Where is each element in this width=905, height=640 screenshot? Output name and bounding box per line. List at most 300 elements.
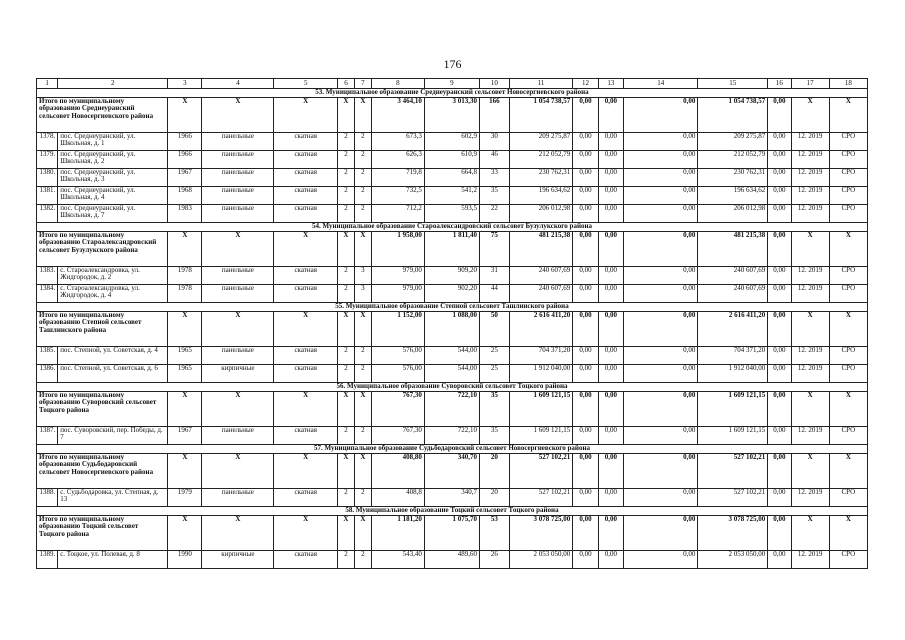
total-cell-c10: 50 [479, 312, 509, 347]
total-area: 979,00 [371, 267, 424, 285]
column-number-header: 4 [202, 79, 274, 89]
total-cell-c7: X [354, 312, 371, 347]
fund-cell: 0,00 [598, 169, 623, 187]
year-built: 1965 [168, 347, 202, 365]
repair-date: 12. 2019 [791, 187, 829, 205]
repair-method: СРО [829, 285, 867, 303]
fund-cell: 0,00 [598, 427, 623, 445]
fund-cell: 0,00 [624, 347, 698, 365]
roof-type: скатная [274, 133, 338, 151]
table-row [37, 285, 868, 303]
total-cell-c12: 0,00 [573, 516, 598, 551]
section-total-row [37, 516, 868, 551]
total-cell-c6: X [337, 454, 354, 489]
table-row [37, 169, 868, 187]
total-cell-c13: 0,00 [598, 516, 623, 551]
total-cell-c14: 0,00 [624, 454, 698, 489]
total-cell-c8: 767,30 [371, 392, 424, 427]
entrances: 2 [354, 489, 371, 507]
total-cell-c17: X [791, 312, 829, 347]
repair-method: СРО [829, 267, 867, 285]
total-cell-c5: X [274, 454, 338, 489]
row-number: 1387. [37, 427, 58, 445]
column-number-header: 6 [337, 79, 354, 89]
section-title-row [37, 445, 868, 454]
total-cell-c16: 0,00 [768, 232, 791, 267]
column-number-header: 17 [791, 79, 829, 89]
owners-cost: 527 102,21 [698, 489, 768, 507]
section-title-row [37, 223, 868, 232]
year-built: 1968 [168, 187, 202, 205]
living-area: 489,60 [424, 551, 479, 569]
total-cell-c11: 2 616 411,20 [509, 312, 573, 347]
total-cell-c16: 0,00 [768, 516, 791, 551]
total-cell-c15: 1 054 738,57 [698, 98, 768, 133]
fund-cell: 0,00 [573, 285, 598, 303]
living-area: 902,20 [424, 285, 479, 303]
total-cell-c9: 3 013,30 [424, 98, 479, 133]
fund-cell: 0,00 [598, 267, 623, 285]
repair-cost: 2 053 050,00 [509, 551, 573, 569]
total-cell-c14: 0,00 [624, 98, 698, 133]
floors: 2 [337, 489, 354, 507]
total-label: Итого по муниципальному образованию Староалександровский сельсовет Бузулукского района [37, 232, 168, 267]
column-number-header: 12 [573, 79, 598, 89]
total-cell-c17: X [791, 392, 829, 427]
fund-cell: 0,00 [573, 205, 598, 223]
total-cell-c7: X [354, 516, 371, 551]
total-cell-c17: X [791, 454, 829, 489]
floors: 2 [337, 347, 354, 365]
section-total-row [37, 232, 868, 267]
fund-cell: 0,00 [768, 151, 791, 169]
repair-method: СРО [829, 133, 867, 151]
total-area: 732,5 [371, 187, 424, 205]
repair-cost: 704 371,20 [509, 347, 573, 365]
total-area: 767,30 [371, 427, 424, 445]
wall-material: панельные [202, 169, 274, 187]
entrances: 3 [354, 285, 371, 303]
address: пос. Среднеуранский, ул. Школьная, д. 3 [58, 169, 168, 187]
residents: 30 [479, 133, 509, 151]
repair-method: СРО [829, 169, 867, 187]
repair-date: 12. 2019 [791, 489, 829, 507]
section-title-row [37, 89, 868, 98]
roof-type: скатная [274, 187, 338, 205]
wall-material: панельные [202, 347, 274, 365]
roof-type: скатная [274, 347, 338, 365]
owners-cost: 230 762,31 [698, 169, 768, 187]
total-cell-c8: 1 181,20 [371, 516, 424, 551]
repair-cost: 1 609 121,15 [509, 427, 573, 445]
roof-type: скатная [274, 169, 338, 187]
table-row [37, 187, 868, 205]
total-cell-c4: X [202, 516, 274, 551]
total-cell-c10: 75 [479, 232, 509, 267]
section-title: 57. Муниципальное образование Судьбодаровский сельсовет Новосергиевского района [37, 445, 868, 454]
residents: 44 [479, 285, 509, 303]
year-built: 1967 [168, 169, 202, 187]
total-cell-c6: X [337, 98, 354, 133]
column-number-header: 16 [768, 79, 791, 89]
row-number: 1389. [37, 551, 58, 569]
repair-date: 12. 2019 [791, 133, 829, 151]
owners-cost: 1 912 040,00 [698, 365, 768, 383]
total-cell-c9: 1 075,70 [424, 516, 479, 551]
table-row [37, 551, 868, 569]
total-cell-c3: X [168, 98, 202, 133]
total-cell-c3: X [168, 454, 202, 489]
total-cell-c11: 1 054 738,57 [509, 98, 573, 133]
repair-date: 12. 2019 [791, 169, 829, 187]
row-number: 1382. [37, 205, 58, 223]
total-cell-c16: 0,00 [768, 312, 791, 347]
fund-cell: 0,00 [598, 489, 623, 507]
living-area: 722,10 [424, 427, 479, 445]
roof-type: скатная [274, 427, 338, 445]
total-area: 712,2 [371, 205, 424, 223]
fund-cell: 0,00 [768, 489, 791, 507]
total-cell-c5: X [274, 392, 338, 427]
repair-method: СРО [829, 365, 867, 383]
address: с. Староалександровка, ул. Жидгородок, д. 4 [58, 285, 168, 303]
residents: 33 [479, 169, 509, 187]
total-label: Итого по муниципальному образованию Среднеуранский сельсовет Новосергиевского района [37, 98, 168, 133]
total-cell-c3: X [168, 312, 202, 347]
repair-date: 12. 2019 [791, 365, 829, 383]
total-cell-c15: 2 616 411,20 [698, 312, 768, 347]
entrances: 2 [354, 347, 371, 365]
column-number-header: 1 [37, 79, 58, 89]
floors: 2 [337, 133, 354, 151]
living-area: 544,00 [424, 365, 479, 383]
total-cell-c9: 340,70 [424, 454, 479, 489]
column-number-header: 3 [168, 79, 202, 89]
total-cell-c3: X [168, 392, 202, 427]
fund-cell: 0,00 [573, 427, 598, 445]
fund-cell: 0,00 [768, 285, 791, 303]
wall-material: панельные [202, 205, 274, 223]
table-row [37, 267, 868, 285]
section-title-row [37, 303, 868, 312]
fund-cell: 0,00 [624, 489, 698, 507]
total-cell-c14: 0,00 [624, 232, 698, 267]
section-total-row [37, 392, 868, 427]
table-row [37, 133, 868, 151]
repair-cost: 240 607,69 [509, 267, 573, 285]
total-cell-c6: X [337, 392, 354, 427]
floors: 2 [337, 169, 354, 187]
repair-method: СРО [829, 187, 867, 205]
fund-cell: 0,00 [624, 427, 698, 445]
row-number: 1388. [37, 489, 58, 507]
total-cell-c12: 0,00 [573, 312, 598, 347]
repair-date: 12. 2019 [791, 205, 829, 223]
repair-method: СРО [829, 347, 867, 365]
roof-type: скатная [274, 551, 338, 569]
wall-material: кирпичные [202, 551, 274, 569]
repair-date: 12. 2019 [791, 151, 829, 169]
floors: 2 [337, 285, 354, 303]
repair-method: СРО [829, 427, 867, 445]
repair-method: СРО [829, 205, 867, 223]
row-number: 1386. [37, 365, 58, 383]
total-cell-c18: X [829, 392, 867, 427]
total-area: 673,3 [371, 133, 424, 151]
fund-cell: 0,00 [624, 551, 698, 569]
total-cell-c18: X [829, 312, 867, 347]
entrances: 2 [354, 151, 371, 169]
fund-cell: 0,00 [598, 551, 623, 569]
living-area: 544,00 [424, 347, 479, 365]
fund-cell: 0,00 [573, 133, 598, 151]
roof-type: скатная [274, 489, 338, 507]
repair-cost: 206 012,98 [509, 205, 573, 223]
fund-cell: 0,00 [624, 365, 698, 383]
living-area: 340,7 [424, 489, 479, 507]
residents: 46 [479, 151, 509, 169]
repair-method: СРО [829, 551, 867, 569]
total-cell-c6: X [337, 516, 354, 551]
total-cell-c15: 527 102,21 [698, 454, 768, 489]
total-cell-c10: 53 [479, 516, 509, 551]
year-built: 1978 [168, 267, 202, 285]
owners-cost: 240 607,69 [698, 285, 768, 303]
fund-cell: 0,00 [624, 169, 698, 187]
fund-cell: 0,00 [573, 267, 598, 285]
section-title: 55. Муниципальное образование Степной сельсовет Ташлинского района [37, 303, 868, 312]
fund-cell: 0,00 [573, 347, 598, 365]
fund-cell: 0,00 [598, 187, 623, 205]
total-cell-c18: X [829, 98, 867, 133]
section-title: 56. Муниципальное образование Суворовский сельсовет Тоцкого района [37, 383, 868, 392]
table-row [37, 489, 868, 507]
fund-cell: 0,00 [624, 285, 698, 303]
total-cell-c3: X [168, 516, 202, 551]
total-cell-c10: 35 [479, 392, 509, 427]
repair-date: 12. 2019 [791, 347, 829, 365]
wall-material: панельные [202, 267, 274, 285]
living-area: 664,8 [424, 169, 479, 187]
column-number-header: 8 [371, 79, 424, 89]
entrances: 2 [354, 365, 371, 383]
fund-cell: 0,00 [598, 205, 623, 223]
fund-cell: 0,00 [624, 267, 698, 285]
total-cell-c8: 1 152,00 [371, 312, 424, 347]
fund-cell: 0,00 [598, 151, 623, 169]
owners-cost: 704 371,20 [698, 347, 768, 365]
floors: 2 [337, 551, 354, 569]
fund-cell: 0,00 [573, 551, 598, 569]
column-number-header: 10 [479, 79, 509, 89]
total-cell-c13: 0,00 [598, 312, 623, 347]
column-number-header: 7 [354, 79, 371, 89]
total-cell-c4: X [202, 454, 274, 489]
roof-type: скатная [274, 285, 338, 303]
total-area: 626,3 [371, 151, 424, 169]
total-cell-c6: X [337, 312, 354, 347]
floors: 2 [337, 151, 354, 169]
total-area: 576,00 [371, 365, 424, 383]
address: с. Тоцкое, ул. Полевая, д. 8 [58, 551, 168, 569]
repair-method: СРО [829, 489, 867, 507]
repair-date: 12. 2019 [791, 285, 829, 303]
fund-cell: 0,00 [768, 267, 791, 285]
total-cell-c10: 20 [479, 454, 509, 489]
address: пос. Степной, ул. Советская, д. 4 [58, 347, 168, 365]
year-built: 1983 [168, 205, 202, 223]
total-cell-c7: X [354, 232, 371, 267]
total-area: 576,00 [371, 347, 424, 365]
floors: 2 [337, 427, 354, 445]
total-cell-c14: 0,00 [624, 312, 698, 347]
fund-cell: 0,00 [768, 551, 791, 569]
wall-material: панельные [202, 427, 274, 445]
owners-cost: 240 607,69 [698, 267, 768, 285]
section-title-row [37, 383, 868, 392]
address: пос. Суворовский, пер. Победы, д. 7 [58, 427, 168, 445]
floors: 2 [337, 365, 354, 383]
column-number-header: 18 [829, 79, 867, 89]
total-area: 543,40 [371, 551, 424, 569]
total-cell-c17: X [791, 232, 829, 267]
row-number: 1378. [37, 133, 58, 151]
total-cell-c12: 0,00 [573, 98, 598, 133]
total-cell-c7: X [354, 98, 371, 133]
fund-cell: 0,00 [598, 365, 623, 383]
year-built: 1990 [168, 551, 202, 569]
section-total-row [37, 312, 868, 347]
total-cell-c14: 0,00 [624, 516, 698, 551]
total-cell-c7: X [354, 454, 371, 489]
total-cell-c13: 0,00 [598, 392, 623, 427]
column-number-header: 5 [274, 79, 338, 89]
column-number-header: 14 [624, 79, 698, 89]
fund-cell: 0,00 [624, 151, 698, 169]
wall-material: кирпичные [202, 365, 274, 383]
total-cell-c5: X [274, 312, 338, 347]
section-total-row [37, 454, 868, 489]
column-number-header: 15 [698, 79, 768, 89]
total-area: 979,00 [371, 285, 424, 303]
owners-cost: 2 053 050,00 [698, 551, 768, 569]
residents: 22 [479, 205, 509, 223]
total-cell-c13: 0,00 [598, 232, 623, 267]
total-cell-c3: X [168, 232, 202, 267]
residents: 26 [479, 551, 509, 569]
residents: 35 [479, 427, 509, 445]
table-row [37, 347, 868, 365]
roof-type: скатная [274, 365, 338, 383]
roof-type: скатная [274, 205, 338, 223]
residents: 35 [479, 187, 509, 205]
fund-cell: 0,00 [768, 187, 791, 205]
wall-material: панельные [202, 285, 274, 303]
repair-cost: 212 052,79 [509, 151, 573, 169]
wall-material: панельные [202, 151, 274, 169]
address: пос. Среднеуранский, ул. Школьная, д. 4 [58, 187, 168, 205]
total-cell-c9: 1 811,40 [424, 232, 479, 267]
fund-cell: 0,00 [573, 187, 598, 205]
total-cell-c17: X [791, 516, 829, 551]
fund-cell: 0,00 [598, 133, 623, 151]
living-area: 541,2 [424, 187, 479, 205]
total-cell-c18: X [829, 232, 867, 267]
total-area: 408,8 [371, 489, 424, 507]
column-number-header: 2 [58, 79, 168, 89]
repair-cost: 1 912 040,00 [509, 365, 573, 383]
total-cell-c4: X [202, 232, 274, 267]
total-cell-c18: X [829, 454, 867, 489]
total-cell-c9: 1 088,00 [424, 312, 479, 347]
total-label: Итого по муниципальному образованию Тоцкий сельсовет Тоцкого района [37, 516, 168, 551]
fund-cell: 0,00 [768, 427, 791, 445]
fund-cell: 0,00 [573, 365, 598, 383]
total-cell-c13: 0,00 [598, 454, 623, 489]
entrances: 3 [354, 267, 371, 285]
fund-cell: 0,00 [624, 133, 698, 151]
total-label: Итого по муниципальному образованию Степной сельсовет Ташлинского района [37, 312, 168, 347]
table-row [37, 205, 868, 223]
address: с. Староалександровка, ул. Жидгородок, д. 2 [58, 267, 168, 285]
total-cell-c11: 1 609 121,15 [509, 392, 573, 427]
page-number: 176 [443, 57, 462, 71]
repair-cost: 230 762,31 [509, 169, 573, 187]
total-cell-c11: 481 215,38 [509, 232, 573, 267]
table-row [37, 365, 868, 383]
section-title: 58. Муниципальное образование Тоцкий сельсовет Тоцкого района [37, 507, 868, 516]
address: пос. Среднеуранский, ул. Школьная, д. 2 [58, 151, 168, 169]
year-built: 1967 [168, 427, 202, 445]
entrances: 2 [354, 205, 371, 223]
living-area: 909,20 [424, 267, 479, 285]
row-number: 1380. [37, 169, 58, 187]
column-number-header: 11 [509, 79, 573, 89]
repair-cost: 527 102,21 [509, 489, 573, 507]
entrances: 2 [354, 187, 371, 205]
row-number: 1379. [37, 151, 58, 169]
total-cell-c5: X [274, 232, 338, 267]
repair-cost: 196 634,62 [509, 187, 573, 205]
total-cell-c10: 166 [479, 98, 509, 133]
year-built: 1979 [168, 489, 202, 507]
table-row [37, 427, 868, 445]
section-title-row [37, 507, 868, 516]
column-number-row [37, 79, 868, 89]
total-cell-c12: 0,00 [573, 232, 598, 267]
residents: 20 [479, 489, 509, 507]
total-cell-c15: 3 078 725,00 [698, 516, 768, 551]
fund-cell: 0,00 [598, 285, 623, 303]
total-cell-c12: 0,00 [573, 392, 598, 427]
total-cell-c18: X [829, 516, 867, 551]
fund-cell: 0,00 [598, 347, 623, 365]
residents: 25 [479, 365, 509, 383]
repair-method: СРО [829, 151, 867, 169]
fund-cell: 0,00 [624, 187, 698, 205]
total-cell-c8: 408,80 [371, 454, 424, 489]
roof-type: скатная [274, 267, 338, 285]
housing-program-table [36, 78, 868, 569]
total-cell-c16: 0,00 [768, 454, 791, 489]
repair-date: 12. 2019 [791, 267, 829, 285]
table-row [37, 151, 868, 169]
floors: 2 [337, 267, 354, 285]
total-cell-c9: 722,10 [424, 392, 479, 427]
fund-cell: 0,00 [768, 169, 791, 187]
fund-cell: 0,00 [573, 489, 598, 507]
total-cell-c12: 0,00 [573, 454, 598, 489]
